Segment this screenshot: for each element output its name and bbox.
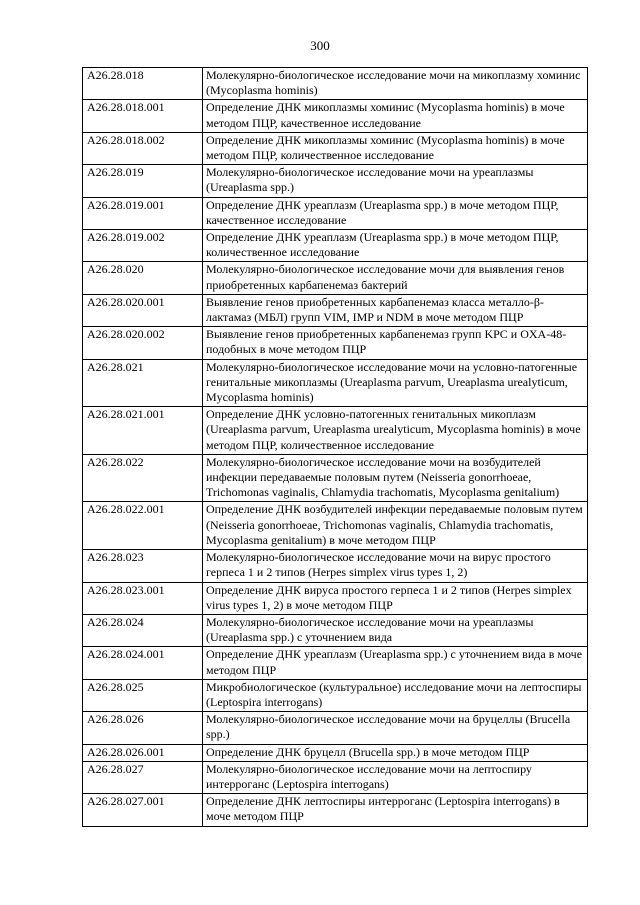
service-code: A26.28.019.002 <box>83 230 203 262</box>
service-code: A26.28.020.002 <box>83 327 203 359</box>
service-name: Молекулярно-биологическое исследование мочи на микоплазму хоминис (Mycoplasma hominis) <box>203 68 588 100</box>
service-name: Выявление генов приобретенных карбапенемаз класса металло-β-лактамаз (МБЛ) групп VIM, IMP и NDM в моче методом ПЦР <box>203 294 588 326</box>
service-name: Определение ДНК уреаплазм (Ureaplasma spp.) с уточнением вида в моче методом ПЦР <box>203 647 588 679</box>
table-row <box>83 165 588 197</box>
table-row <box>83 262 588 294</box>
table-row <box>83 68 588 100</box>
service-name: Выявление генов приобретенных карбапенемаз групп KPC и OXA-48-подобных в моче методом ПЦР <box>203 327 588 359</box>
service-code: A26.28.027 <box>83 761 203 793</box>
table-row <box>83 197 588 229</box>
table-row <box>83 327 588 359</box>
service-code: A26.28.021 <box>83 359 203 407</box>
service-code: A26.28.018.002 <box>83 132 203 164</box>
service-name: Молекулярно-биологическое исследование мочи на возбудителей инфекции передаваемые половым путем (Neisseria gonorrhoeae, Trichomonas vaginalis, Chlamydia trachomatis, Mycoplasma genitalium) <box>203 454 588 502</box>
service-code: A26.28.020.001 <box>83 294 203 326</box>
service-name: Молекулярно-биологическое исследование мочи на условно-патогенные генитальные микоплазмы (Ureaplasma parvum, Ureaplasma urealyticum, Mycoplasma hominis) <box>203 359 588 407</box>
service-name: Определение ДНК вируса простого герпеса 1 и 2 типов (Herpes simplex virus types 1, 2) в моче методом ПЦР <box>203 582 588 614</box>
service-code: A26.28.019 <box>83 165 203 197</box>
service-code: A26.28.025 <box>83 679 203 711</box>
table-row <box>83 744 588 761</box>
service-code: A26.28.024.001 <box>83 647 203 679</box>
table-row <box>83 407 588 455</box>
service-code: A26.28.027.001 <box>83 794 203 826</box>
table-row <box>83 712 588 744</box>
service-code: A26.28.021.001 <box>83 407 203 455</box>
service-code: A26.28.023.001 <box>83 582 203 614</box>
table-row <box>83 794 588 826</box>
service-name: Определение ДНК микоплазмы хоминис (Mycoplasma hominis) в моче методом ПЦР, качественное исследование <box>203 100 588 132</box>
service-code: A26.28.023 <box>83 550 203 582</box>
service-code: A26.28.022.001 <box>83 502 203 550</box>
service-code: A26.28.026 <box>83 712 203 744</box>
table-row <box>83 761 588 793</box>
service-code: A26.28.018.001 <box>83 100 203 132</box>
table-row <box>83 100 588 132</box>
service-code: A26.28.024 <box>83 614 203 646</box>
table-row <box>83 614 588 646</box>
services-table <box>82 67 588 827</box>
table-row <box>83 132 588 164</box>
service-name: Определение ДНК условно-патогенных генитальных микоплазм (Ureaplasma parvum, Ureaplasma urealyticum, Mycoplasma hominis) в моче методом ПЦР, количественное исследование <box>203 407 588 455</box>
service-code: A26.28.020 <box>83 262 203 294</box>
table-row <box>83 454 588 502</box>
table-row <box>83 679 588 711</box>
table-row <box>83 294 588 326</box>
service-name: Определение ДНК возбудителей инфекции передаваемые половым путем (Neisseria gonorrhoeae, Trichomonas vaginalis, Chlamydia trachomatis, Mycoplasma genitalium) в моче методом ПЦР <box>203 502 588 550</box>
service-name: Молекулярно-биологическое исследование мочи на уреаплазмы (Ureaplasma spp.) с уточнением вида <box>203 614 588 646</box>
table-row <box>83 230 588 262</box>
service-name: Определение ДНК уреаплазм (Ureaplasma spp.) в моче методом ПЦР, качественное исследование <box>203 197 588 229</box>
service-name: Молекулярно-биологическое исследование мочи на вирус простого герпеса 1 и 2 типов (Herpes simplex virus types 1, 2) <box>203 550 588 582</box>
service-code: A26.28.018 <box>83 68 203 100</box>
table-row <box>83 550 588 582</box>
service-name: Молекулярно-биологическое исследование мочи на уреаплазмы (Ureaplasma spp.) <box>203 165 588 197</box>
service-name: Определение ДНК микоплазмы хоминис (Mycoplasma hominis) в моче методом ПЦР, количественное исследование <box>203 132 588 164</box>
service-name: Микробиологическое (культуральное) исследование мочи на лептоспиры (Leptospira interrogans) <box>203 679 588 711</box>
page-number: 300 <box>310 38 330 53</box>
service-code: A26.28.026.001 <box>83 744 203 761</box>
service-name: Молекулярно-биологическое исследование мочи на бруцеллы (Brucella spp.) <box>203 712 588 744</box>
service-name: Молекулярно-биологическое исследование мочи для выявления генов приобретенных карбапенемаз бактерий <box>203 262 588 294</box>
service-code: A26.28.022 <box>83 454 203 502</box>
service-name: Определение ДНК лептоспиры интерроганс (Leptospira interrogans) в моче методом ПЦР <box>203 794 588 826</box>
table-row <box>83 582 588 614</box>
service-name: Определение ДНК бруцелл (Brucella spp.) в моче методом ПЦР <box>203 744 588 761</box>
table-row <box>83 647 588 679</box>
table-row <box>83 359 588 407</box>
service-name: Определение ДНК уреаплазм (Ureaplasma spp.) в моче методом ПЦР, количественное исследование <box>203 230 588 262</box>
service-code: A26.28.019.001 <box>83 197 203 229</box>
services-table-body <box>83 68 588 827</box>
service-name: Молекулярно-биологическое исследование мочи на лептоспиру интерроганс (Leptospira interrogans) <box>203 761 588 793</box>
table-row <box>83 502 588 550</box>
